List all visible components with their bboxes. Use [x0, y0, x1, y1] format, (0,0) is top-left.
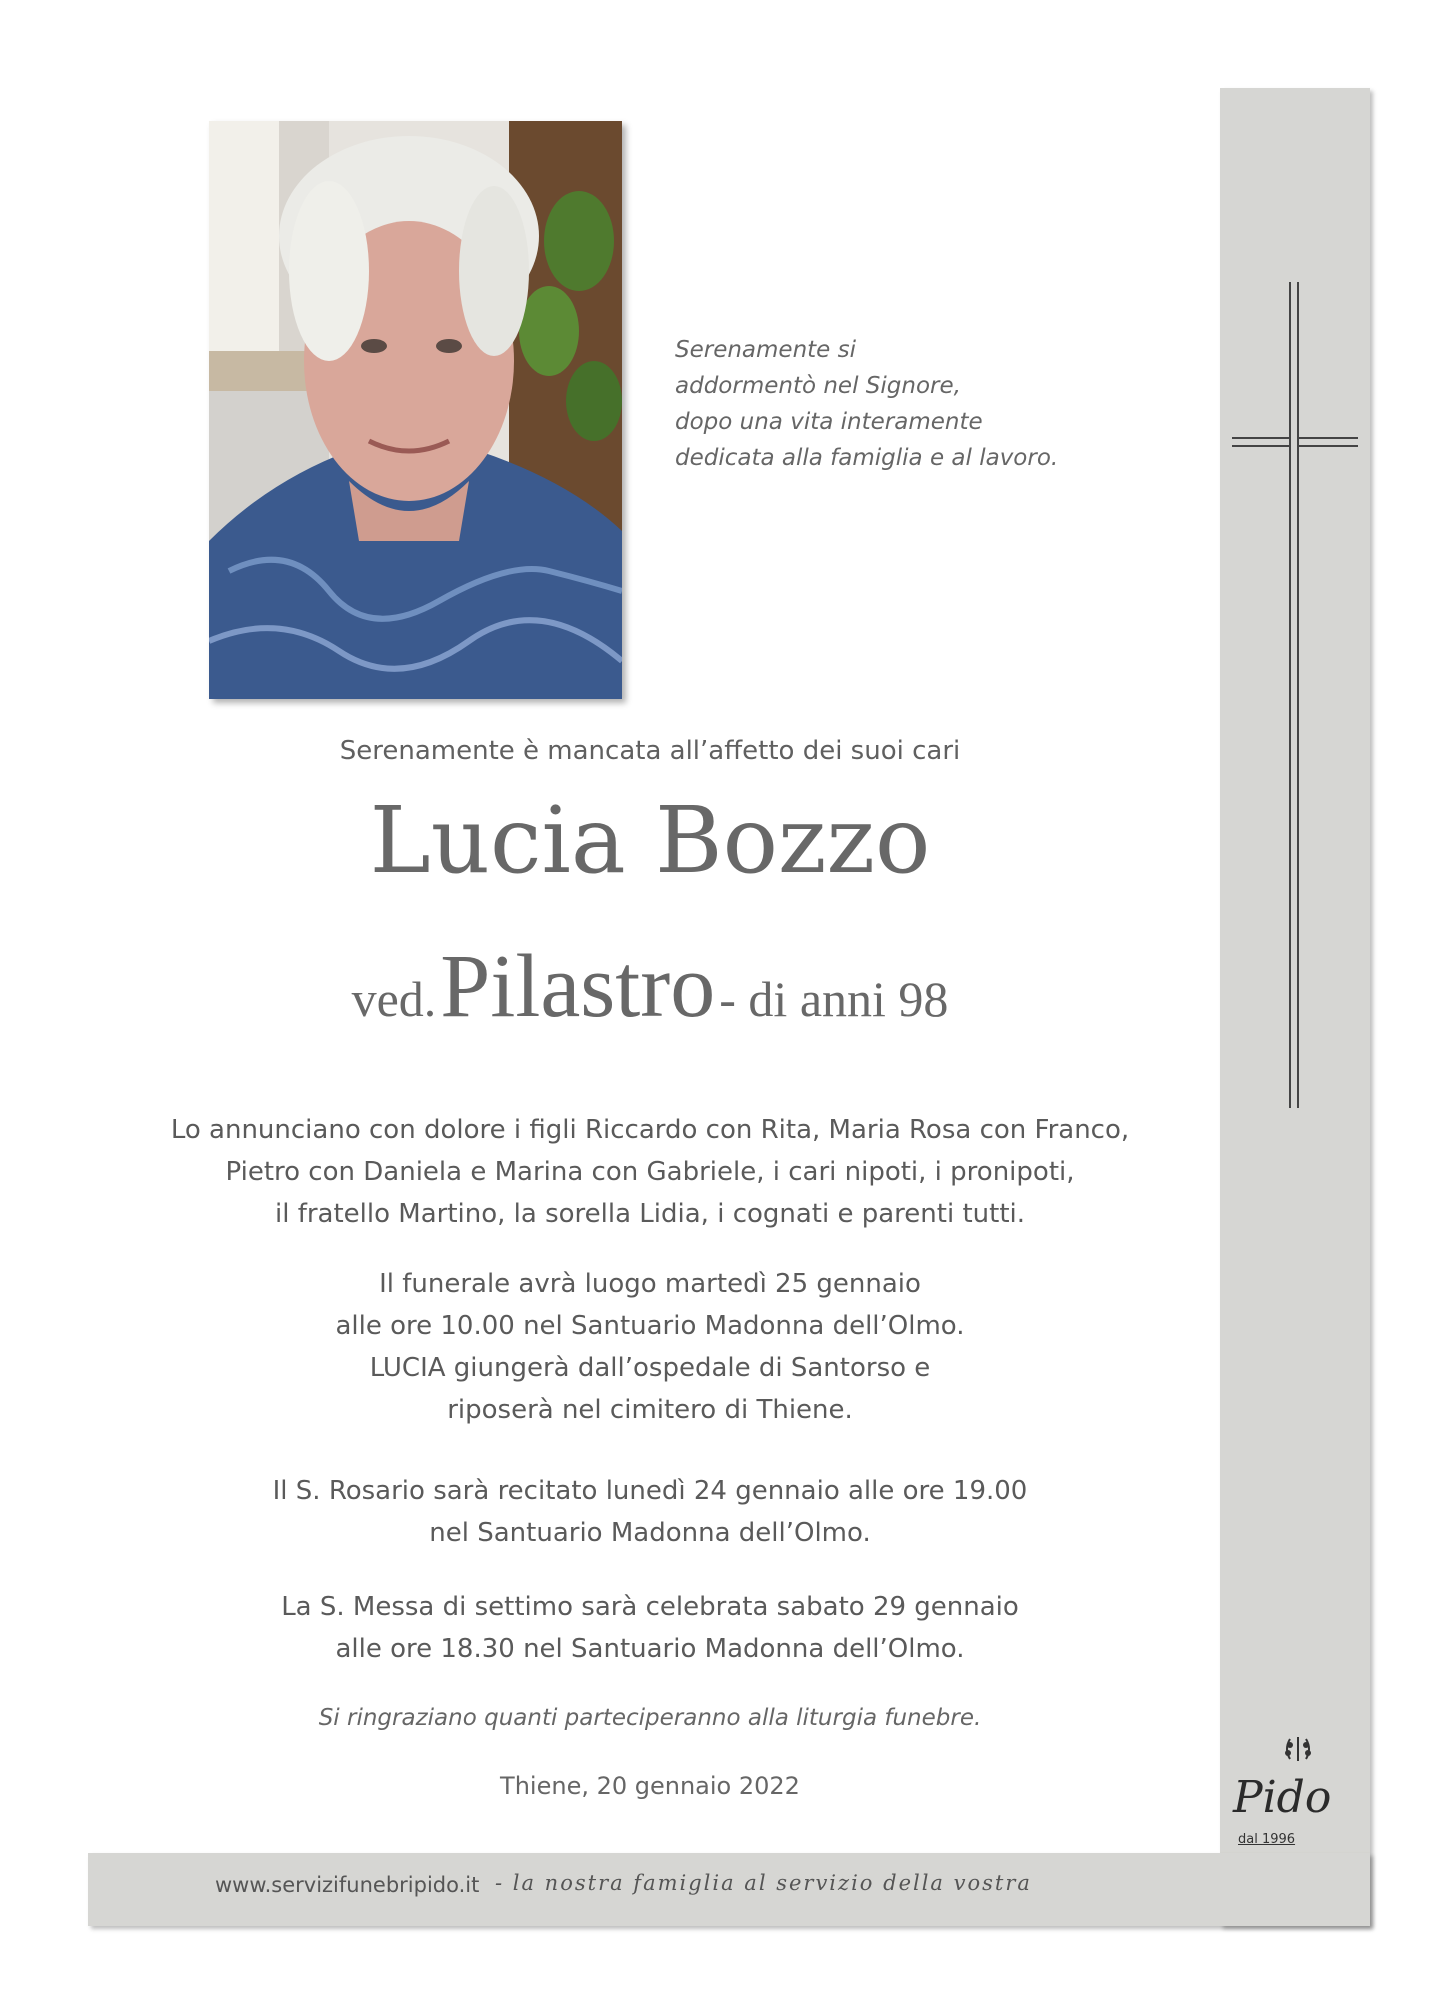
mass-paragraph [110, 1586, 1190, 1670]
side-quote-line: addormentò nel Signore, [675, 373, 961, 399]
announcement-paragraph [110, 1109, 1190, 1235]
footer-website-link[interactable]: www.servizifunebripido.it [215, 1873, 480, 1897]
rosary-line: nel Santuario Madonna dell’Olmo. [429, 1518, 871, 1548]
rosary-line: Il S. Rosario sarà recitato lunedì 24 gennaio alle ore 19.00 [272, 1476, 1028, 1506]
deceased-name: Lucia Bozzo [369, 787, 931, 894]
portrait-photo [209, 121, 622, 699]
side-quote [675, 332, 1095, 476]
married-surname: Pilastro [440, 937, 716, 1036]
funeral-paragraph [110, 1263, 1190, 1431]
intro-text: Serenamente è mancata all’affetto dei suoi cari [339, 736, 961, 766]
footer-tagline: - la nostra famiglia al servizio della vostra [495, 1871, 1032, 1895]
funeral-line: alle ore 10.00 nel Santuario Madonna dell’Olmo. [335, 1311, 965, 1341]
side-quote-line: dedicata alla famiglia e al lavoro. [675, 445, 1059, 471]
age-text: - di anni 98 [719, 971, 949, 1027]
announcement-line: Pietro con Daniela e Marina con Gabriele, i cari nipoti, i pronipoti, [225, 1157, 1075, 1187]
side-quote-line: Serenamente si [675, 337, 857, 363]
rosary-paragraph [110, 1470, 1190, 1554]
logo-since: dal 1996 [1238, 1832, 1296, 1847]
widow-prefix: ved. [351, 971, 437, 1027]
date-place: Thiene, 20 gennaio 2022 [500, 1772, 800, 1800]
side-quote-line: dopo una vita interamente [675, 409, 983, 435]
announcement-line: Lo annunciano con dolore i figli Riccardo con Rita, Maria Rosa con Franco, [170, 1115, 1130, 1145]
widow-line [150, 935, 1150, 1038]
announcement-line: il fratello Martino, la sorella Lidia, i cognati e parenti tutti. [274, 1199, 1026, 1229]
cross-icon [1232, 282, 1358, 1108]
funeral-line: Il funerale avrà luogo martedì 25 gennaio [379, 1269, 921, 1299]
mass-line: La S. Messa di settimo sarà celebrata sabato 29 gennaio [281, 1592, 1019, 1622]
funeral-line: LUCIA giungerà dall’ospedale di Santorso e [369, 1353, 931, 1383]
mass-line: alle ore 18.30 nel Santuario Madonna dell’Olmo. [335, 1634, 965, 1664]
logo-name: Pido [1233, 1772, 1332, 1823]
funeral-line: riposerà nel cimitero di Thiene. [447, 1395, 853, 1425]
thanks-text: Si ringraziano quanti parteciperanno alla liturgia funebre. [318, 1705, 982, 1731]
